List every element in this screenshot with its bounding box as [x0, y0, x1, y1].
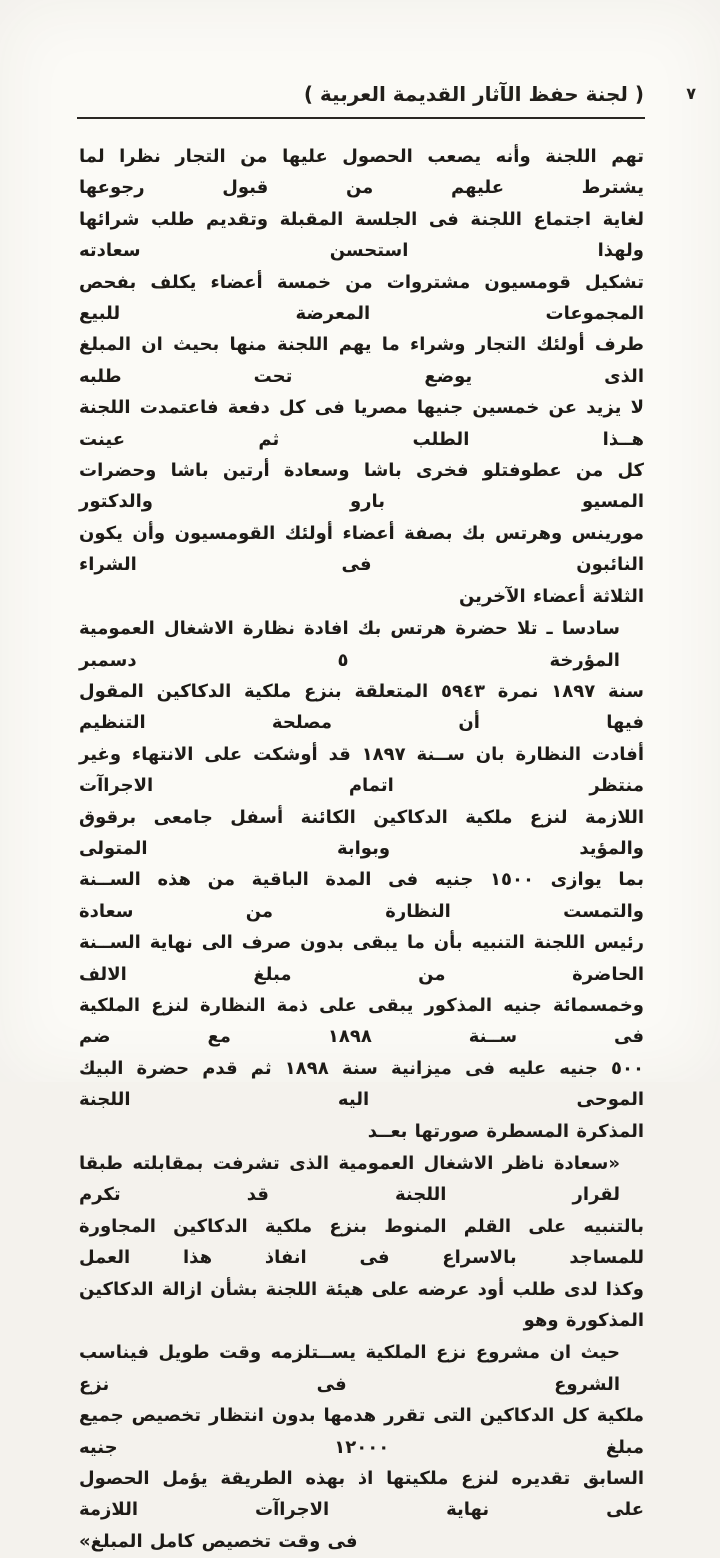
text-line: سادسا ـ تلا حضرة هرتس بك افادة نظارة الاشغال العمومية المؤرخة ٥ دسمبر	[79, 618, 620, 671]
text-line: لغاية اجتماع اللجنة فى الجلسة المقبلة وتقديم طلب شرائها ولهذا استحسن سعادته	[79, 208, 644, 262]
paragraph	[79, 613, 644, 1147]
text-line: وكذا لدى طلب أود عرضه على هيئة اللجنة بشأن ازالة الدكاكين المذكورة وهو	[79, 1278, 644, 1332]
text-line: المذكرة المسطرة صورتها بعــد	[367, 1120, 644, 1142]
text-line: طرف أولئك التجار وشراء ما يهم اللجنة منها بحيث ان المبلغ الذى يوضع تحت طلبه	[79, 334, 644, 387]
text-line: أفادت النظارة بان ســنة ١٨٩٧ قد أوشكت على الانتهاء وغير منتظر اتمام الاجراآت	[79, 743, 644, 797]
text-line: ٥٠٠ جنيه عليه فى ميزانية سنة ١٨٩٨ ثم قدم حضرة البيك الموحى اليه اللجنة	[79, 1057, 644, 1111]
document-body	[79, 141, 644, 1558]
page-number: ٧	[686, 84, 696, 103]
header-divider	[77, 117, 645, 119]
paragraph-quote	[79, 1148, 644, 1336]
text-line: اللازمة لنزع ملكية الدكاكين الكائنة أسفل جامعى برقوق والمؤيد وبوابة المتولى	[79, 806, 644, 859]
text-line: حيث ان مشروع نزع الملكية يســتلزمه وقت طويل فيناسب الشروع فى نزع	[79, 1342, 620, 1395]
text-line: السابق تقديره لنزع ملكيتها اذ بهذه الطريقة يؤمل الحصول على نهاية الاجراآت اللازمة	[79, 1468, 644, 1521]
text-line: لا يزيد عن خمسين جنيها مصريا فى كل دفعة فاعتمدت اللجنة هــذا الطلب ثم عينت	[79, 397, 644, 450]
running-title: ( لجنة حفظ الآثار القديمة العربية )	[303, 82, 644, 106]
text-line: ملكية كل الدكاكين التى تقرر هدمها بدون انتظار تخصيص جميع مبلغ ١٢٠٠٠ جنيه	[79, 1405, 644, 1458]
text-line: سنة ١٨٩٧ نمرة ٥٩٤٣ المتعلقة بنزع ملكية الدكاكين المقول فيها أن مصلحة التنظيم	[79, 680, 644, 734]
text-line: مورينس وهرتس بك بصفة أعضاء أولئك القومسيون وأن يكون النائبون فى الشراء	[79, 522, 644, 576]
text-line: بما يوازى ١٥٠٠ جنيه فى المدة الباقية من هذه الســنة والتمست النظارة من سعادة	[79, 869, 644, 922]
text-line: رئيس اللجنة التنبيه بأن ما يبقى بدون صرف الى نهاية الســنة الحاضرة من مبلغ الالف	[79, 932, 644, 985]
text-line: الثلاثة أعضاء الآخرين	[458, 585, 644, 607]
text-line: تهم اللجنة وأنه يصعب الحصول عليها من التجار نظرا لما يشترط عليهم من قبول رجوعها	[79, 146, 644, 199]
text-line: وخمسمائة جنيه المذكور يبقى على ذمة النظارة لنزع الملكية فى ســنة ١٨٩٨ مع ضم	[79, 994, 644, 1048]
text-line: «سعادة ناظر الاشغال العمومية الذى تشرفت بمقابلته طبقا لقرار اللجنة قد تكرم	[79, 1153, 620, 1206]
paragraph-quote	[79, 1337, 644, 1557]
paragraph	[79, 141, 644, 612]
text-line: بالتنبيه على القلم المنوط بنزع ملكية الدكاكين المجاورة للمساجد بالاسراع فى انفاذ هذا العمل	[79, 1215, 644, 1269]
text-line: كل من عطوفتلو فخرى باشا وسعادة أرتين باشا وحضرات المسيو بارو والدكتور	[79, 460, 644, 513]
text-line: فى وقت تخصيص كامل المبلغ»	[79, 1530, 358, 1552]
text-line: تشكيل قومسيون مشتروات من خمسة أعضاء يكلف بفحص المجموعات المعرضة للبيع	[79, 271, 644, 325]
